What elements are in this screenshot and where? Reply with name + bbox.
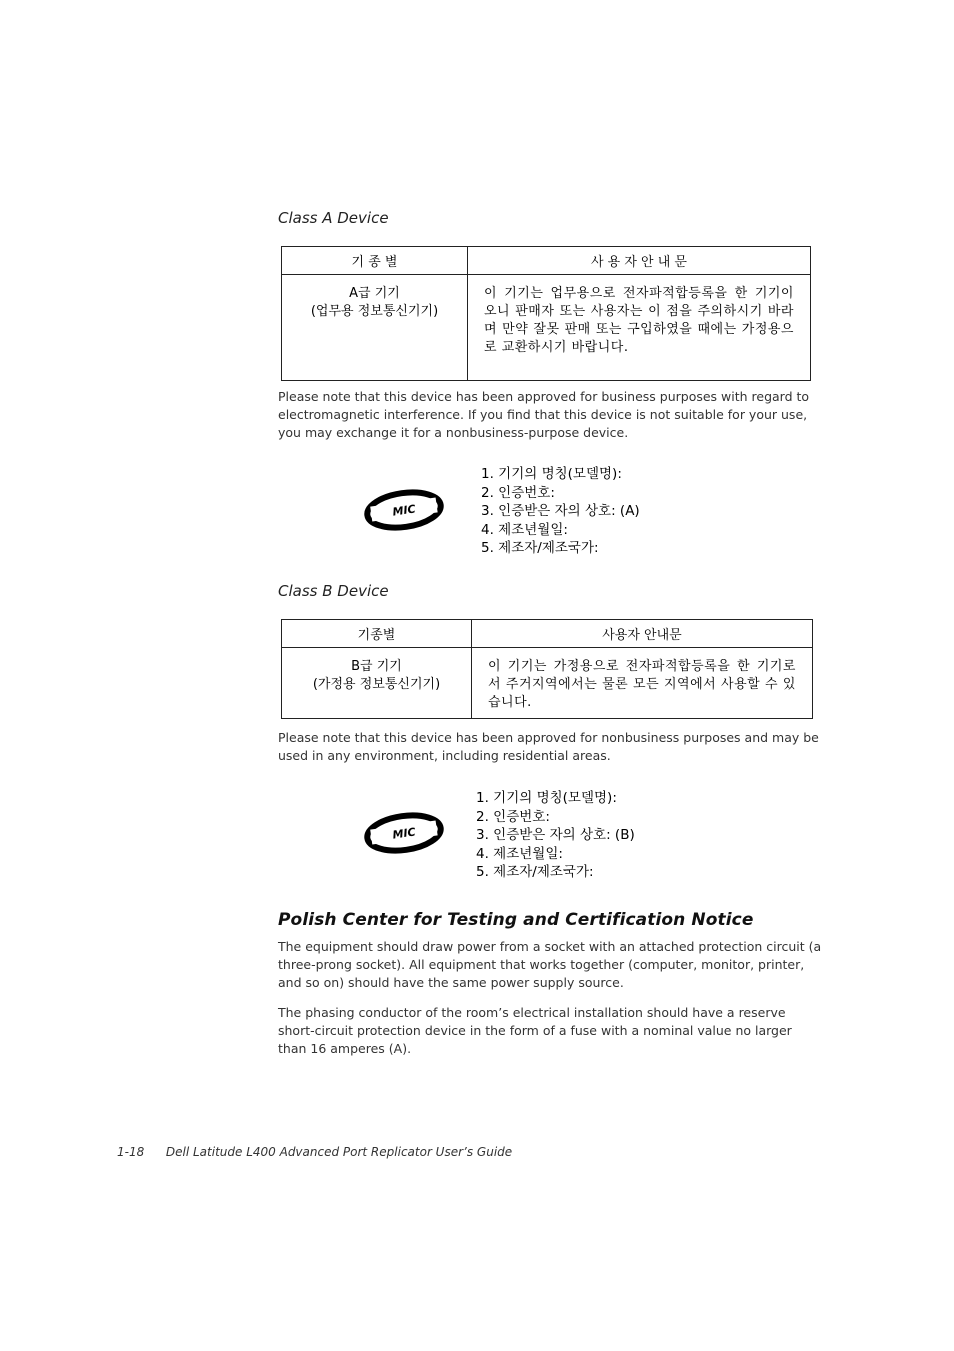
class-a-note: Please note that this device has been approved for business purposes with regard to electromagnetic interference. If you find that this device is not suitable for your use, you may exchange it for a nonbusiness-purpose device.	[278, 389, 810, 440]
class-a-table	[281, 246, 811, 381]
class-a-device-category: (업무용 정보통신기기)	[310, 304, 439, 319]
mic-list-item: 2. 인증번호:	[476, 808, 550, 825]
class-b-header-right: 사용자 안내문	[472, 620, 813, 648]
polish-paragraph-2: The phasing conductor of the room’s electrical installation should have a reserve short-circuit protection device in the form of a fuse with a nominal value no larger than 16 amperes (A).	[278, 1005, 792, 1056]
mic-list-item: 2. 인증번호:	[481, 484, 555, 501]
page-footer	[117, 1145, 512, 1159]
mic-list-item: 1. 기기의 명칭(모델명):	[476, 790, 617, 806]
mic-list-item: 3. 인증받은 자의 상호: (A)	[481, 503, 640, 519]
document-title: Dell Latitude L400 Advanced Port Replicator User’s Guide	[165, 1145, 513, 1159]
mic-list-item: 3. 인증받은 자의 상호: (B)	[476, 827, 635, 843]
class-b-user-notice: 이 기기는 가정용으로 전자파적합등록을 한 기기로서 주거지역에서는 물론 모든 지역에서 사용할 수 있습니다.	[472, 648, 813, 719]
class-b-note: Please note that this device has been approved for nonbusiness purposes and may be used in any environment, including residential areas.	[278, 730, 819, 763]
class-b-device-category: (가정용 정보통신기기)	[312, 677, 441, 692]
mic-list-item: 4. 제조년월일:	[481, 521, 568, 538]
class-a-device-class: A급 기기	[349, 286, 400, 301]
class-b-device-class-cell	[282, 648, 472, 719]
class-b-mic-list	[476, 789, 635, 882]
mic-logo	[363, 810, 445, 856]
mic-logo-text: MIC	[391, 502, 417, 519]
class-b-device-class: B급 기기	[351, 659, 402, 674]
mic-list-item: 1. 기기의 명칭(모델명):	[481, 466, 622, 482]
class-b-header-left: 기종별	[282, 620, 472, 648]
polish-paragraph-1: The equipment should draw power from a socket with an attached protection circuit (a three-prong socket). All equipment that works together (computer, monitor, printer, and so on) should have the same power supply source.	[278, 939, 822, 990]
class-a-mic-list	[481, 465, 640, 558]
polish-section-title: Polish Center for Testing and Certification Notice	[278, 910, 754, 930]
mic-list-item: 5. 제조자/제조국가:	[476, 864, 594, 880]
class-a-user-notice: 이 기기는 업무용으로 전자파적합등록을 한 기기이오니 판매자 또는 사용자는 이 점을 주의하시기 바라며 만약 잘못 판매 또는 구입하였을 때에는 가정용으로 교환하시기 바랍니다.	[468, 275, 811, 381]
mic-list-item: 5. 제조자/제조국가:	[481, 540, 599, 556]
class-a-header-left: 기 종 별	[282, 247, 468, 275]
mic-logo	[363, 487, 445, 533]
mic-list-item: 4. 제조년월일:	[476, 845, 563, 862]
class-b-heading: Class B Device	[278, 582, 389, 600]
mic-logo-text: MIC	[391, 825, 417, 842]
class-a-heading: Class A Device	[278, 209, 389, 227]
page-number: 1-18	[117, 1145, 145, 1159]
class-b-table	[281, 619, 813, 719]
class-a-header-right: 사 용 자 안 내 문	[468, 247, 811, 275]
class-a-device-class-cell	[282, 275, 468, 381]
